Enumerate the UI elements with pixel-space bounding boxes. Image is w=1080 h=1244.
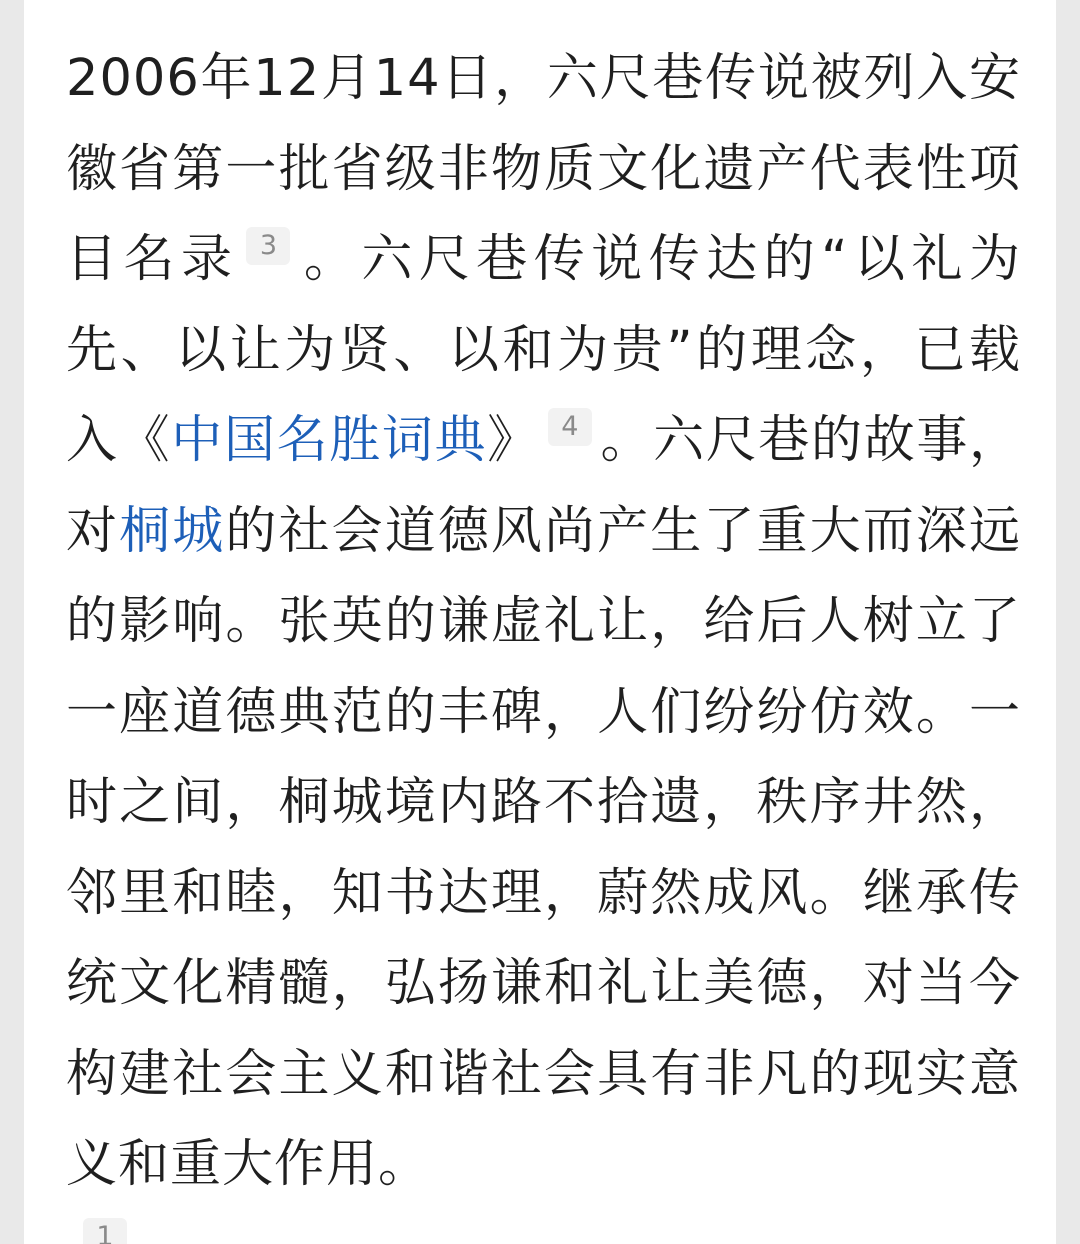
paragraph-text: 的社会道德风尚产生了重大而深远的影响。张英的谦虚礼让，给后人树立了一座道德典范的丰碑，人们纷纷仿效。一时之间，桐城境内路不拾遗，秩序井然，邻里和睦，知书达理，蔚然成风。继承传统文化精髓，弘扬谦和礼让美德，对当今构建社会主义和谐社会具有非凡的现实意义和重大作用。	[66, 501, 1021, 1194]
paragraph-text: 。六尺巷的故事，对	[66, 411, 1021, 561]
citation-badge-4[interactable]: 4	[548, 408, 592, 446]
paragraph-text: 》	[487, 411, 540, 470]
paragraph-text: 2006年12月14日，六尺巷传说被列入安徽省第一批省级非物质文化遗产代表性项目名录	[66, 49, 1021, 289]
article-paragraph	[66, 34, 1021, 1211]
citation-badge-1[interactable]: 1	[83, 1218, 127, 1244]
citation-badge-3[interactable]: 3	[246, 227, 290, 265]
paragraph-text: 。六尺巷传说传达的“以礼为先、以让为贤、以和为贵”的理念，已载入《	[66, 230, 1021, 470]
link-tongcheng[interactable]: 桐城	[119, 501, 226, 561]
article-card	[24, 0, 1056, 1244]
link-zhongguo-mingsheng-cidian[interactable]: 中国名胜词典	[171, 411, 488, 470]
